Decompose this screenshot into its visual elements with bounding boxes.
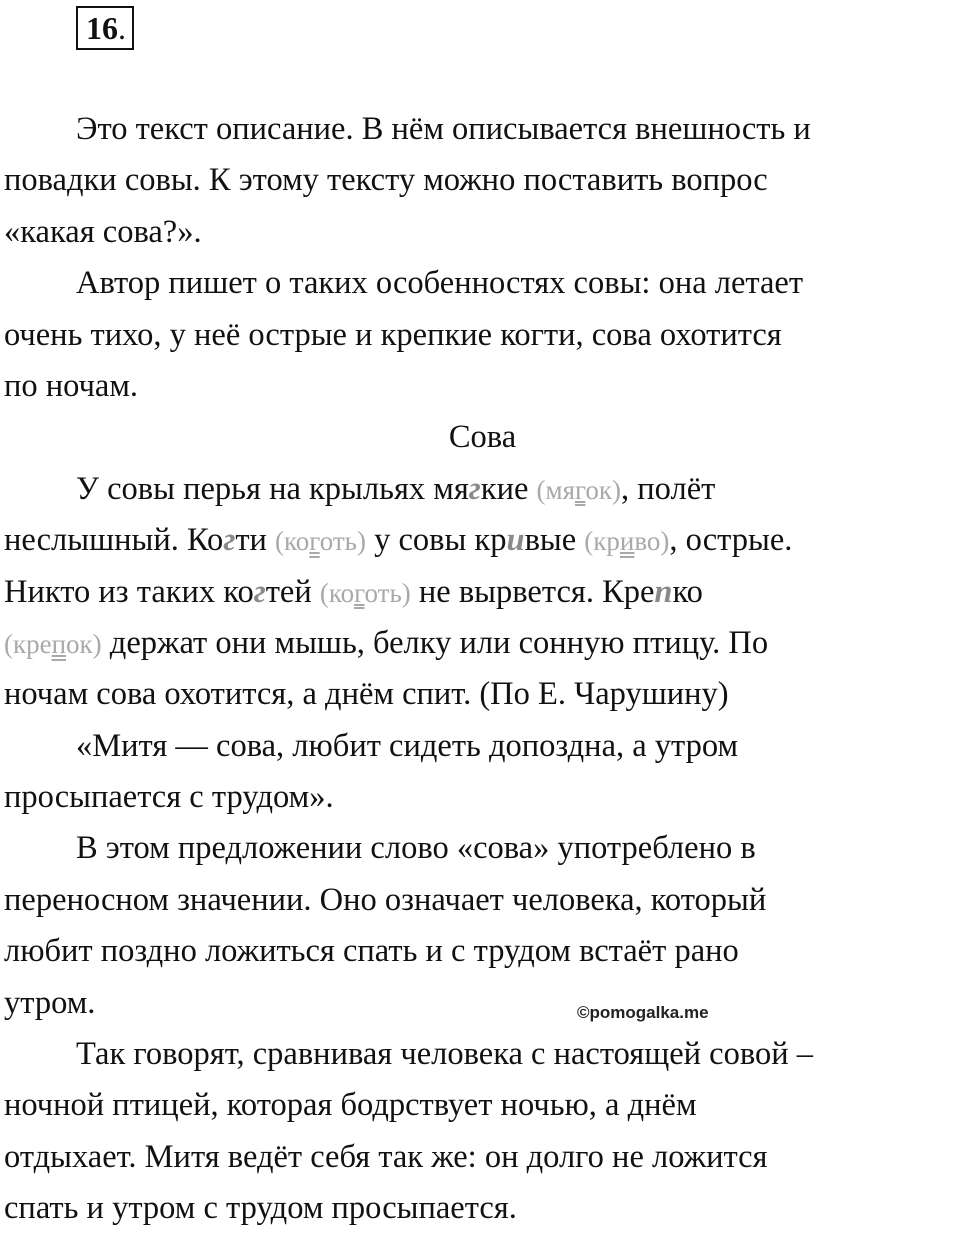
story-text: вые	[524, 522, 577, 559]
check-word	[4, 629, 102, 659]
check-word	[584, 526, 669, 556]
story-text: ко	[672, 573, 703, 610]
text-line: Автор пишет о таких особенностях совы: она летает	[76, 265, 804, 302]
text-line: Это текст описание. В нём описывается внешность и	[76, 111, 811, 147]
task-number-value: 16	[86, 10, 118, 46]
story-text: у совы кр	[374, 522, 507, 559]
orthogram: г	[253, 573, 266, 610]
check-word-part: (кр	[584, 526, 620, 557]
story-title: Сова	[448, 419, 517, 456]
task-number-dot: .	[118, 10, 126, 46]
story-text: держат они мышь, белку или сонную птицу. По	[109, 624, 769, 661]
task-number	[76, 6, 134, 50]
story-line	[4, 464, 959, 515]
check-word-letter: г	[575, 474, 586, 505]
check-word-part: оть)	[319, 526, 366, 557]
story-text: тей	[265, 573, 312, 610]
text-line: ночной птицей, которая бодрствует ночью, а днём	[4, 1087, 697, 1124]
text-line: очень тихо, у неё острые и крепкие когти, сова охотится	[4, 316, 782, 353]
check-word-part: во)	[634, 526, 670, 557]
check-word-letter: г	[309, 526, 320, 557]
text-line: «какая сова?».	[4, 213, 202, 250]
check-word-letter: г	[354, 577, 365, 608]
watermark: ©pomogalka.me	[577, 1003, 709, 1022]
answer-text	[4, 104, 959, 1235]
orthogram: г	[468, 470, 481, 507]
text-line: «Митя — сова, любит сидеть допоздна, а утром	[76, 727, 739, 764]
text-line: утром.	[4, 984, 96, 1021]
story-line	[4, 567, 959, 618]
check-word	[537, 475, 622, 505]
check-word-part: (мя	[536, 474, 576, 505]
text-line: В этом предложении слово «сова» употреблено в	[76, 830, 756, 867]
text-line: отдыхает. Митя ведёт себя так же: он долго не ложится	[4, 1138, 768, 1175]
story-text: не вырвется. Кре	[418, 573, 655, 610]
check-word-part: ок)	[585, 474, 622, 505]
story-text: Никто из таких ко	[4, 573, 254, 610]
check-word-part: (кре	[4, 628, 52, 659]
text-line: любит поздно ложиться спать и с трудом встаёт рано	[4, 933, 739, 970]
check-word-part: оть)	[364, 577, 411, 608]
check-word-letter: п	[51, 628, 67, 659]
story-text: У совы перья на крыльях мя	[76, 470, 469, 507]
story-text: , острые.	[669, 522, 793, 559]
check-word-letter: и	[619, 526, 635, 557]
story-line	[4, 618, 959, 669]
story-line	[4, 515, 959, 566]
check-word	[275, 526, 366, 556]
story-text: ти	[235, 522, 267, 559]
orthogram: п	[654, 573, 673, 610]
orthogram: и	[506, 522, 525, 559]
check-word-part: ок)	[66, 628, 102, 659]
text-line: переносном значении. Оно означает человека, который	[4, 881, 767, 918]
check-word	[320, 578, 411, 608]
story-line: ночам сова охотится, а днём спит. (По Е. Чарушину)	[4, 676, 729, 713]
text-line: по ночам.	[4, 367, 139, 404]
check-word-part: (ко	[275, 526, 310, 557]
text-line: Так говорят, сравнивая человека с настоящей совой –	[76, 1036, 813, 1073]
orthogram: г	[223, 522, 236, 559]
text-line: повадки совы. К этому тексту можно поставить вопрос	[4, 162, 768, 199]
story-text: , полёт	[621, 470, 716, 507]
story-text: кие	[480, 470, 529, 507]
check-word-part: (ко	[319, 577, 355, 608]
story-text: неслышный. Ко	[4, 522, 224, 559]
text-line: просыпается с трудом».	[4, 779, 334, 816]
text-line: спать и утром с трудом просыпается.	[4, 1190, 517, 1227]
